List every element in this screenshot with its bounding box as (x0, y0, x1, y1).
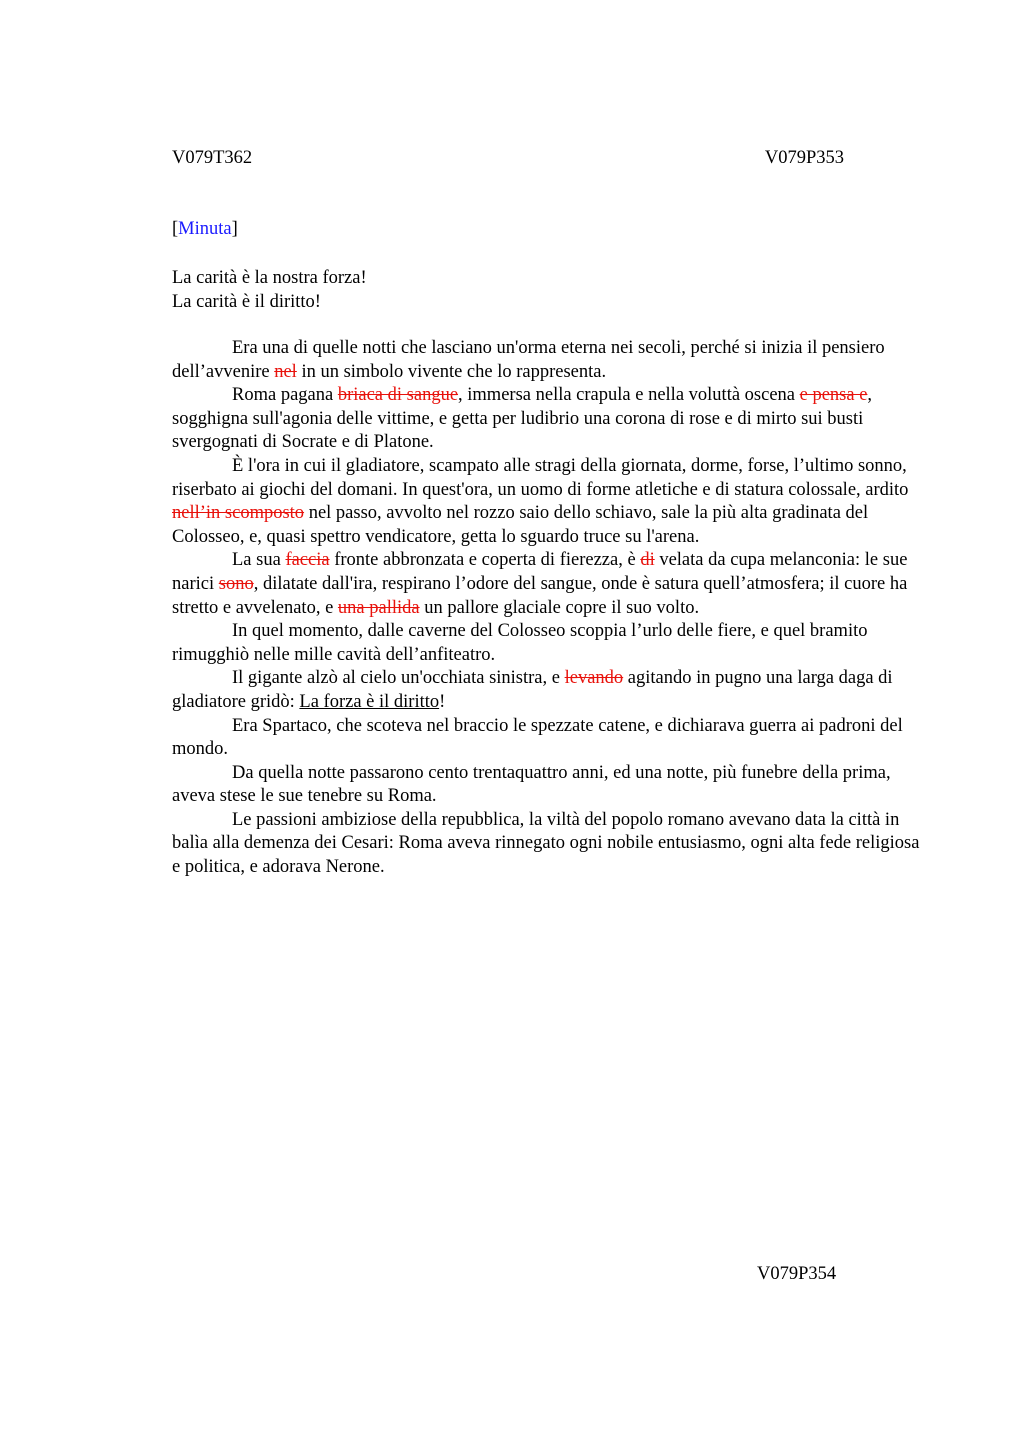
motto-line: La carità è la nostra forza! (172, 268, 367, 288)
body-text (172, 337, 924, 880)
paragraph: La sua faccia fronte abbronzata e coperta di fierezza, è di velata da cupa melanconia: le sue narici sono, dilatate dall'ira, respirano l’odore del sangue, onde è satura quell’atmosfera; il cuore ha stretto e avvelenato, e una pallida un pallore glaciale copre il suo volto. (172, 550, 908, 618)
mottos (172, 267, 367, 314)
deleted-text: e pensa e (799, 385, 868, 406)
document-code: V079T362 (172, 148, 253, 168)
paragraph: Era Spartaco, che scoteva nel braccio le spezzate catene, e dichiarava guerra ai padroni del mondo. (172, 715, 903, 760)
deleted-text: una pallida (337, 597, 420, 618)
paragraph: È l'ora in cui il gladiatore, scampato alle stragi della giornata, dorme, forse, l’ultimo sonno, riserbato ai giochi del domani. In quest'ora, un uomo di forme atletiche e di statura colossale, ardito nell’in scomposto nel passo, avvolto nel rozzo saio dello schiavo, sale la più alta gradinata del Colosseo, e, quasi spettro vendicatore, getta lo sguardo truce su l'arena. (172, 455, 909, 547)
deleted-text: di (640, 550, 655, 571)
deleted-text: faccia (285, 550, 330, 571)
section-label: [Minuta] (172, 219, 238, 239)
minuta-link[interactable]: Minuta (178, 219, 232, 239)
motto-line: La carità è il diritto! (172, 291, 321, 312)
paragraph: Il gigante alzò al cielo un'occhiata sinistra, e levando agitando in pugno una larga daga di gladiatore gridò: La forza è il diritto! (172, 668, 893, 712)
deleted-text: briaca di sangue (337, 385, 459, 406)
paragraph: Da quella notte passarono cento trentaquattro anni, ed una notte, più funebre della prima, aveva stese le sue tenebre su Roma. (172, 762, 891, 807)
deleted-text: nell’in scomposto (172, 503, 305, 524)
paragraph: Le passioni ambiziose della repubblica, la viltà del popolo romano avevano data la città in balìa alla demenza dei Cesari: Roma aveva rinnegato ogni nobile entusiasmo, ogni alta fede religiosa e politica, e adorava Nerone. (172, 809, 920, 878)
paragraph: Era una di quelle notti che lasciano un'orma eterna nei secoli, perché si inizia il pensiero dell’avvenire nel in un simbolo vivente che lo rappresenta. (172, 338, 885, 382)
deleted-text: sono (218, 573, 254, 594)
deleted-text: levando (564, 668, 624, 689)
page-header (172, 148, 844, 169)
deleted-text: nel (274, 361, 297, 382)
paragraph: In quel momento, dalle caverne del Colosseo scoppia l’urlo delle fiere, e quel bramito rimugghiò nelle mille cavità dell’anfiteatro. (172, 621, 868, 665)
page-code: V079P353 (764, 148, 844, 168)
paragraph: Roma pagana briaca di sangue, immersa nella crapula e nella voluttà oscena e pensa e, sogghigna sull'agonia delle vittime, e getta per ludibrio una corona di rose e di mirto sui busti svergognati di Socrate e di Platone. (172, 385, 873, 453)
underlined-text: La forza è il diritto (299, 691, 440, 712)
footer-page-code: V079P354 (757, 1264, 837, 1284)
